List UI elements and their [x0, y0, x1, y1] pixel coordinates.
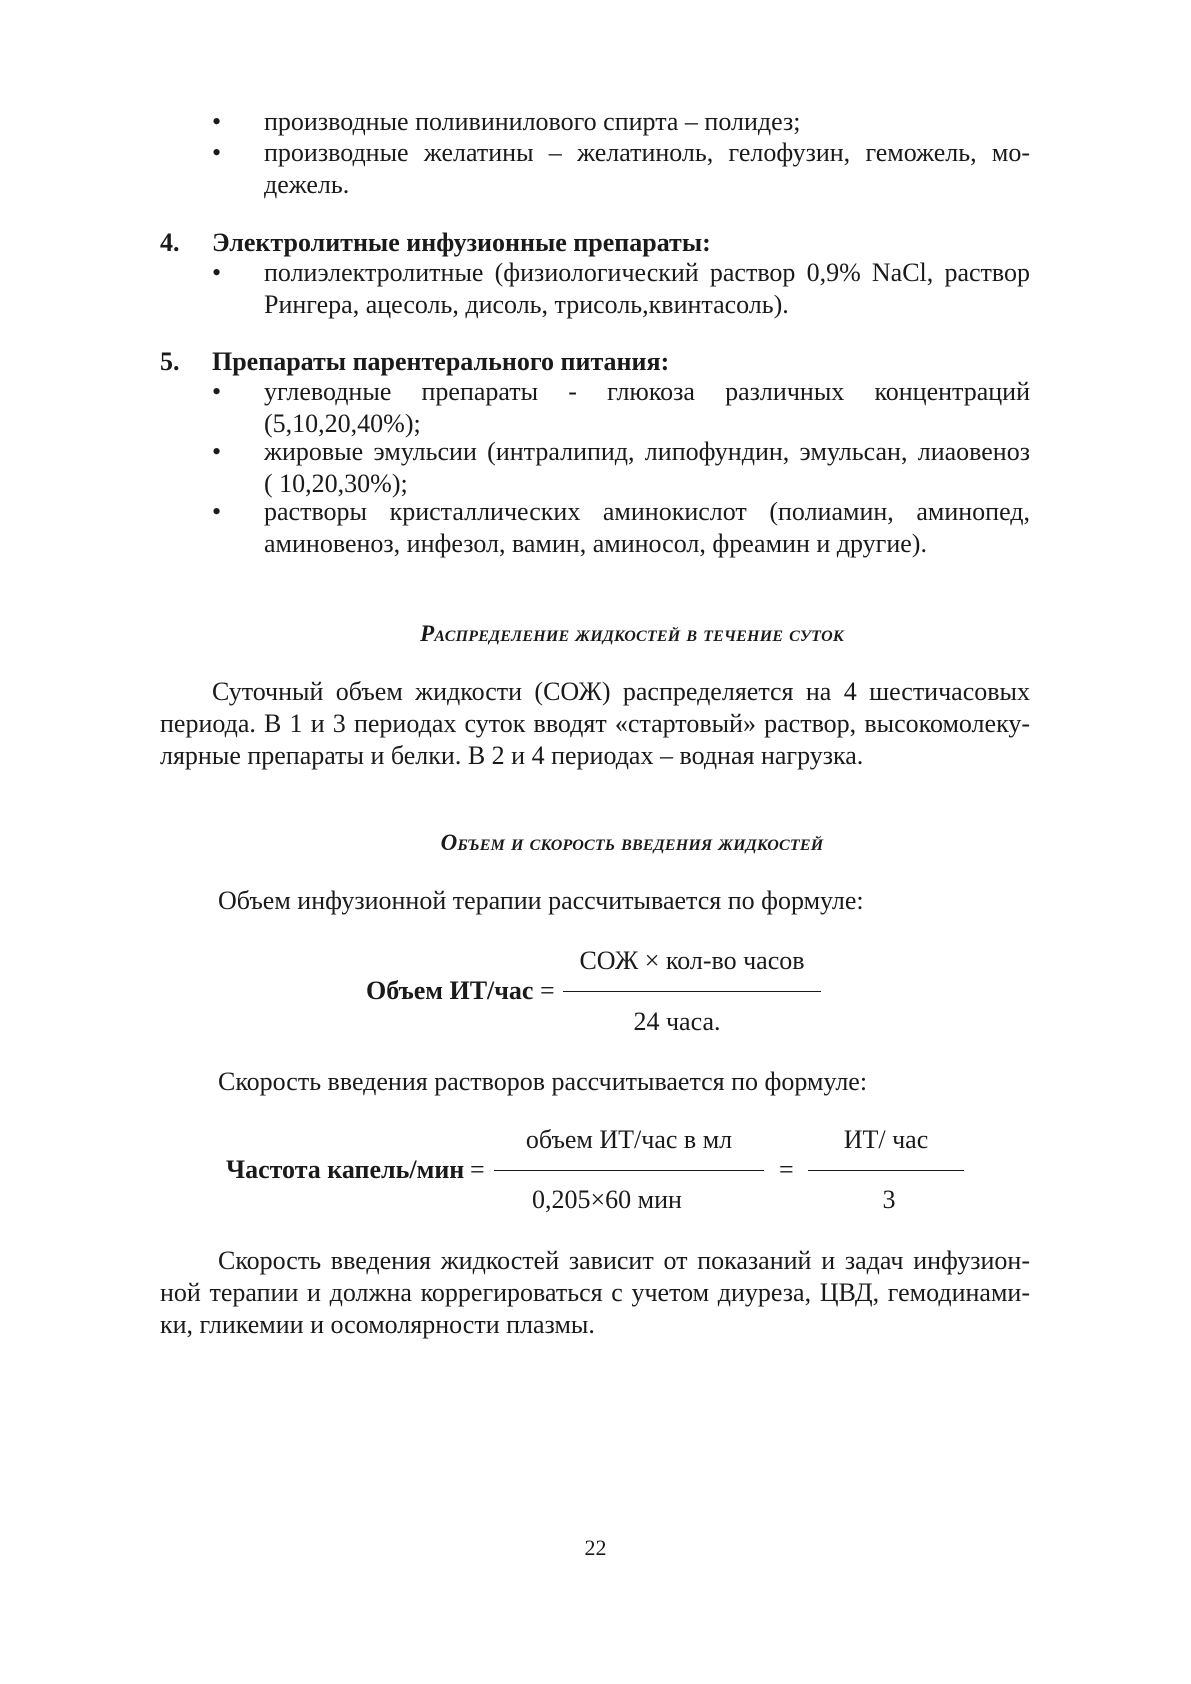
fraction-line	[494, 1170, 764, 1171]
formula-denominator: 24 часа.	[633, 1007, 721, 1036]
formula-intro: Объем инфузионной терапии рассчитывается по формуле:	[218, 886, 864, 915]
formula-denominator: 3	[882, 1185, 896, 1214]
section-number: 4.	[160, 228, 180, 257]
list-item	[264, 106, 1030, 138]
section-heading: Препараты парентерального питания:	[212, 347, 670, 376]
formula-numerator: объем ИТ/час в мл	[525, 1125, 733, 1154]
formula-equals: =	[470, 1155, 485, 1184]
formula-equals: =	[540, 976, 555, 1005]
paragraph-line: Суточный объем жидкости (СОЖ) распределяется на 4 шестичасовых	[212, 677, 1030, 706]
list-item	[264, 376, 1030, 440]
list-item-line: производные поливинилового спирта – полидез;	[264, 107, 801, 136]
fraction-line	[808, 1170, 964, 1171]
formula-intro: Скорость введения растворов рассчитывается по формуле:	[218, 1067, 868, 1096]
formula-equals: =	[779, 1155, 794, 1184]
list-item-line: аминовеноз, инфезол, вамин, аминосол, фреамин и другие).	[264, 529, 927, 558]
paragraph-line: Скорость введения жидкостей зависит от показаний и задач инфузион-	[218, 1246, 1030, 1275]
list-item-line: Рингера, ацесоль, дисоль, трисоль,квинтасоль).	[264, 290, 789, 319]
paragraph-line: лярные препараты и белки. В 2 и 4 периодах – водная нагрузка.	[160, 741, 864, 770]
paragraph-line: ной терапии и должна коррегироваться с учетом диуреза, ЦВД, гемодинами-	[160, 1278, 1030, 1307]
list-item-line: жировые эмульсии (интралипид, липофундин, эмульсан, лиаовеноз	[264, 437, 1030, 466]
formula-numerator: СОЖ × кол-во часов	[579, 946, 805, 975]
paragraph-line: ки, гликемии и осомолярности плазмы.	[160, 1310, 595, 1339]
bullet: •	[212, 138, 222, 167]
section-title-volume: Объем и скорость введения жидкостей	[440, 830, 824, 855]
bullet: •	[212, 497, 222, 526]
list-item	[264, 496, 1030, 560]
paragraph-distribution	[160, 676, 1030, 772]
fraction-line	[563, 991, 821, 992]
formula-denominator: 0,205×60 мин	[532, 1185, 682, 1214]
formula-numerator: ИТ/ час	[843, 1125, 929, 1154]
list-item	[264, 436, 1030, 500]
bullet: •	[212, 258, 222, 287]
section-heading: Электролитные инфузионные препараты:	[212, 228, 711, 257]
list-item-line: ( 10,20,30%);	[264, 469, 408, 498]
paragraph-closing	[160, 1245, 1030, 1341]
formula-lhs: Объем ИТ/час	[366, 976, 534, 1005]
paragraph-line: периода. В 1 и 3 периодах суток вводят «стартовый» раствор, высокомолеку-	[160, 709, 1030, 738]
list-item-line: растворы кристаллических аминокислот (полиамин, аминопед,	[264, 497, 1030, 526]
section-title-distribution: Распределение жидкостей в течение суток	[420, 621, 844, 646]
bullet: •	[212, 377, 222, 406]
list-item-line: углеводные препараты - глюкоза различных концентраций	[264, 377, 1030, 406]
bullet: •	[212, 437, 222, 466]
list-item	[264, 137, 1030, 201]
bullet: •	[212, 107, 222, 136]
list-item-line: производные желатины – желатиноль, гелофузин, геможель, мо-	[264, 138, 1030, 167]
formula-lhs: Частота капель/мин	[226, 1155, 465, 1184]
page-number: 22	[584, 1535, 607, 1560]
section-number: 5.	[160, 347, 180, 376]
list-item-line: (5,10,20,40%);	[264, 409, 421, 438]
list-item-line: дежель.	[264, 170, 350, 199]
list-item-line: полиэлектролитные (физиологический раствор 0,9% NaCl, раствор	[264, 258, 1030, 287]
list-item	[264, 257, 1030, 321]
